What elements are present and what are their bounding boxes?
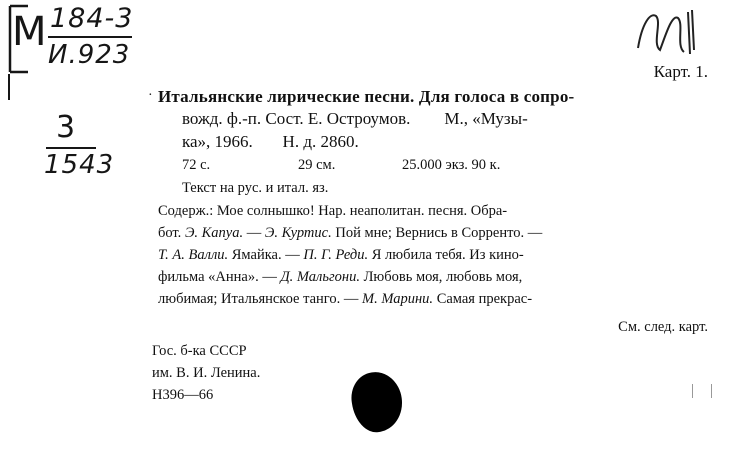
ink-blot — [348, 369, 406, 435]
contents-line — [158, 222, 542, 244]
title-bullet: · — [148, 88, 153, 103]
continued-note: См. след. карт. — [618, 319, 708, 335]
acquisition-divider — [46, 147, 96, 149]
contents-author: П. Г. Реди. — [303, 247, 369, 263]
contents-author: Э. Капуа. — [184, 225, 244, 241]
contents-author: Э. Куртис. — [264, 225, 332, 241]
shelf-mark-letter: М — [12, 9, 48, 55]
acquisition-top: 3 — [56, 110, 77, 145]
title-line-2: вожд. ф.-п. Сост. Е. Остроумов. М., «Музы- — [182, 109, 528, 128]
edge-mark — [692, 384, 712, 398]
contents-line — [158, 266, 542, 288]
title-line-1: Итальянские лирические песни. Для голоса в сопро- — [158, 87, 575, 106]
shelf-mark-divider — [48, 36, 132, 38]
size: 29 см. — [298, 157, 336, 173]
contents-block — [158, 200, 542, 310]
card-label: Карт. 1. — [653, 62, 708, 81]
contents-text: любимая; Итальянское танго. — — [158, 291, 363, 307]
contents-text: Содерж.: Мое солнышко! Нар. неаполитан. песня. Обра- — [158, 203, 508, 219]
contents-text: Ямайка. — — [228, 247, 304, 263]
library-line-2: им. В. И. Ленина. — [152, 365, 261, 381]
contents-text: Любовь моя, любовь моя, — [359, 269, 523, 285]
library-code: Н396—66 — [152, 387, 214, 403]
contents-author: Т. А. Валли. — [158, 247, 229, 263]
contents-text: Я любила тебя. Из кино- — [368, 247, 524, 263]
library-line-1: Гос. б-ка СССР — [152, 343, 247, 359]
shelf-mark-line1: 184-3 — [50, 3, 134, 34]
contents-author: М. Марини. — [362, 291, 434, 307]
contents-author: Д. Мальгони. — [280, 269, 360, 285]
acquisition-bottom: 1543 — [44, 150, 115, 180]
stamp-mark — [632, 4, 696, 60]
shelf-mark-line2: И.923 — [48, 40, 131, 70]
shelf-bracket-tail — [8, 74, 28, 100]
contents-text: Пой мне; Вернись в Сорренто. — — [331, 225, 543, 241]
title-line-3: ка», 1966. Н. д. 2860. — [182, 132, 359, 151]
contents-text: — — [243, 225, 265, 241]
contents-text: фильма «Анна». — — [158, 269, 281, 285]
contents-text: бот. — [158, 225, 185, 241]
language-note: Текст на рус. и итал. яз. — [182, 180, 329, 196]
contents-line — [158, 200, 542, 222]
contents-text: Самая прекрас- — [433, 291, 533, 307]
contents-line — [158, 244, 542, 266]
pages: 72 с. — [182, 157, 211, 173]
contents-line — [158, 288, 542, 310]
copies-price: 25.000 экз. 90 к. — [402, 157, 501, 173]
